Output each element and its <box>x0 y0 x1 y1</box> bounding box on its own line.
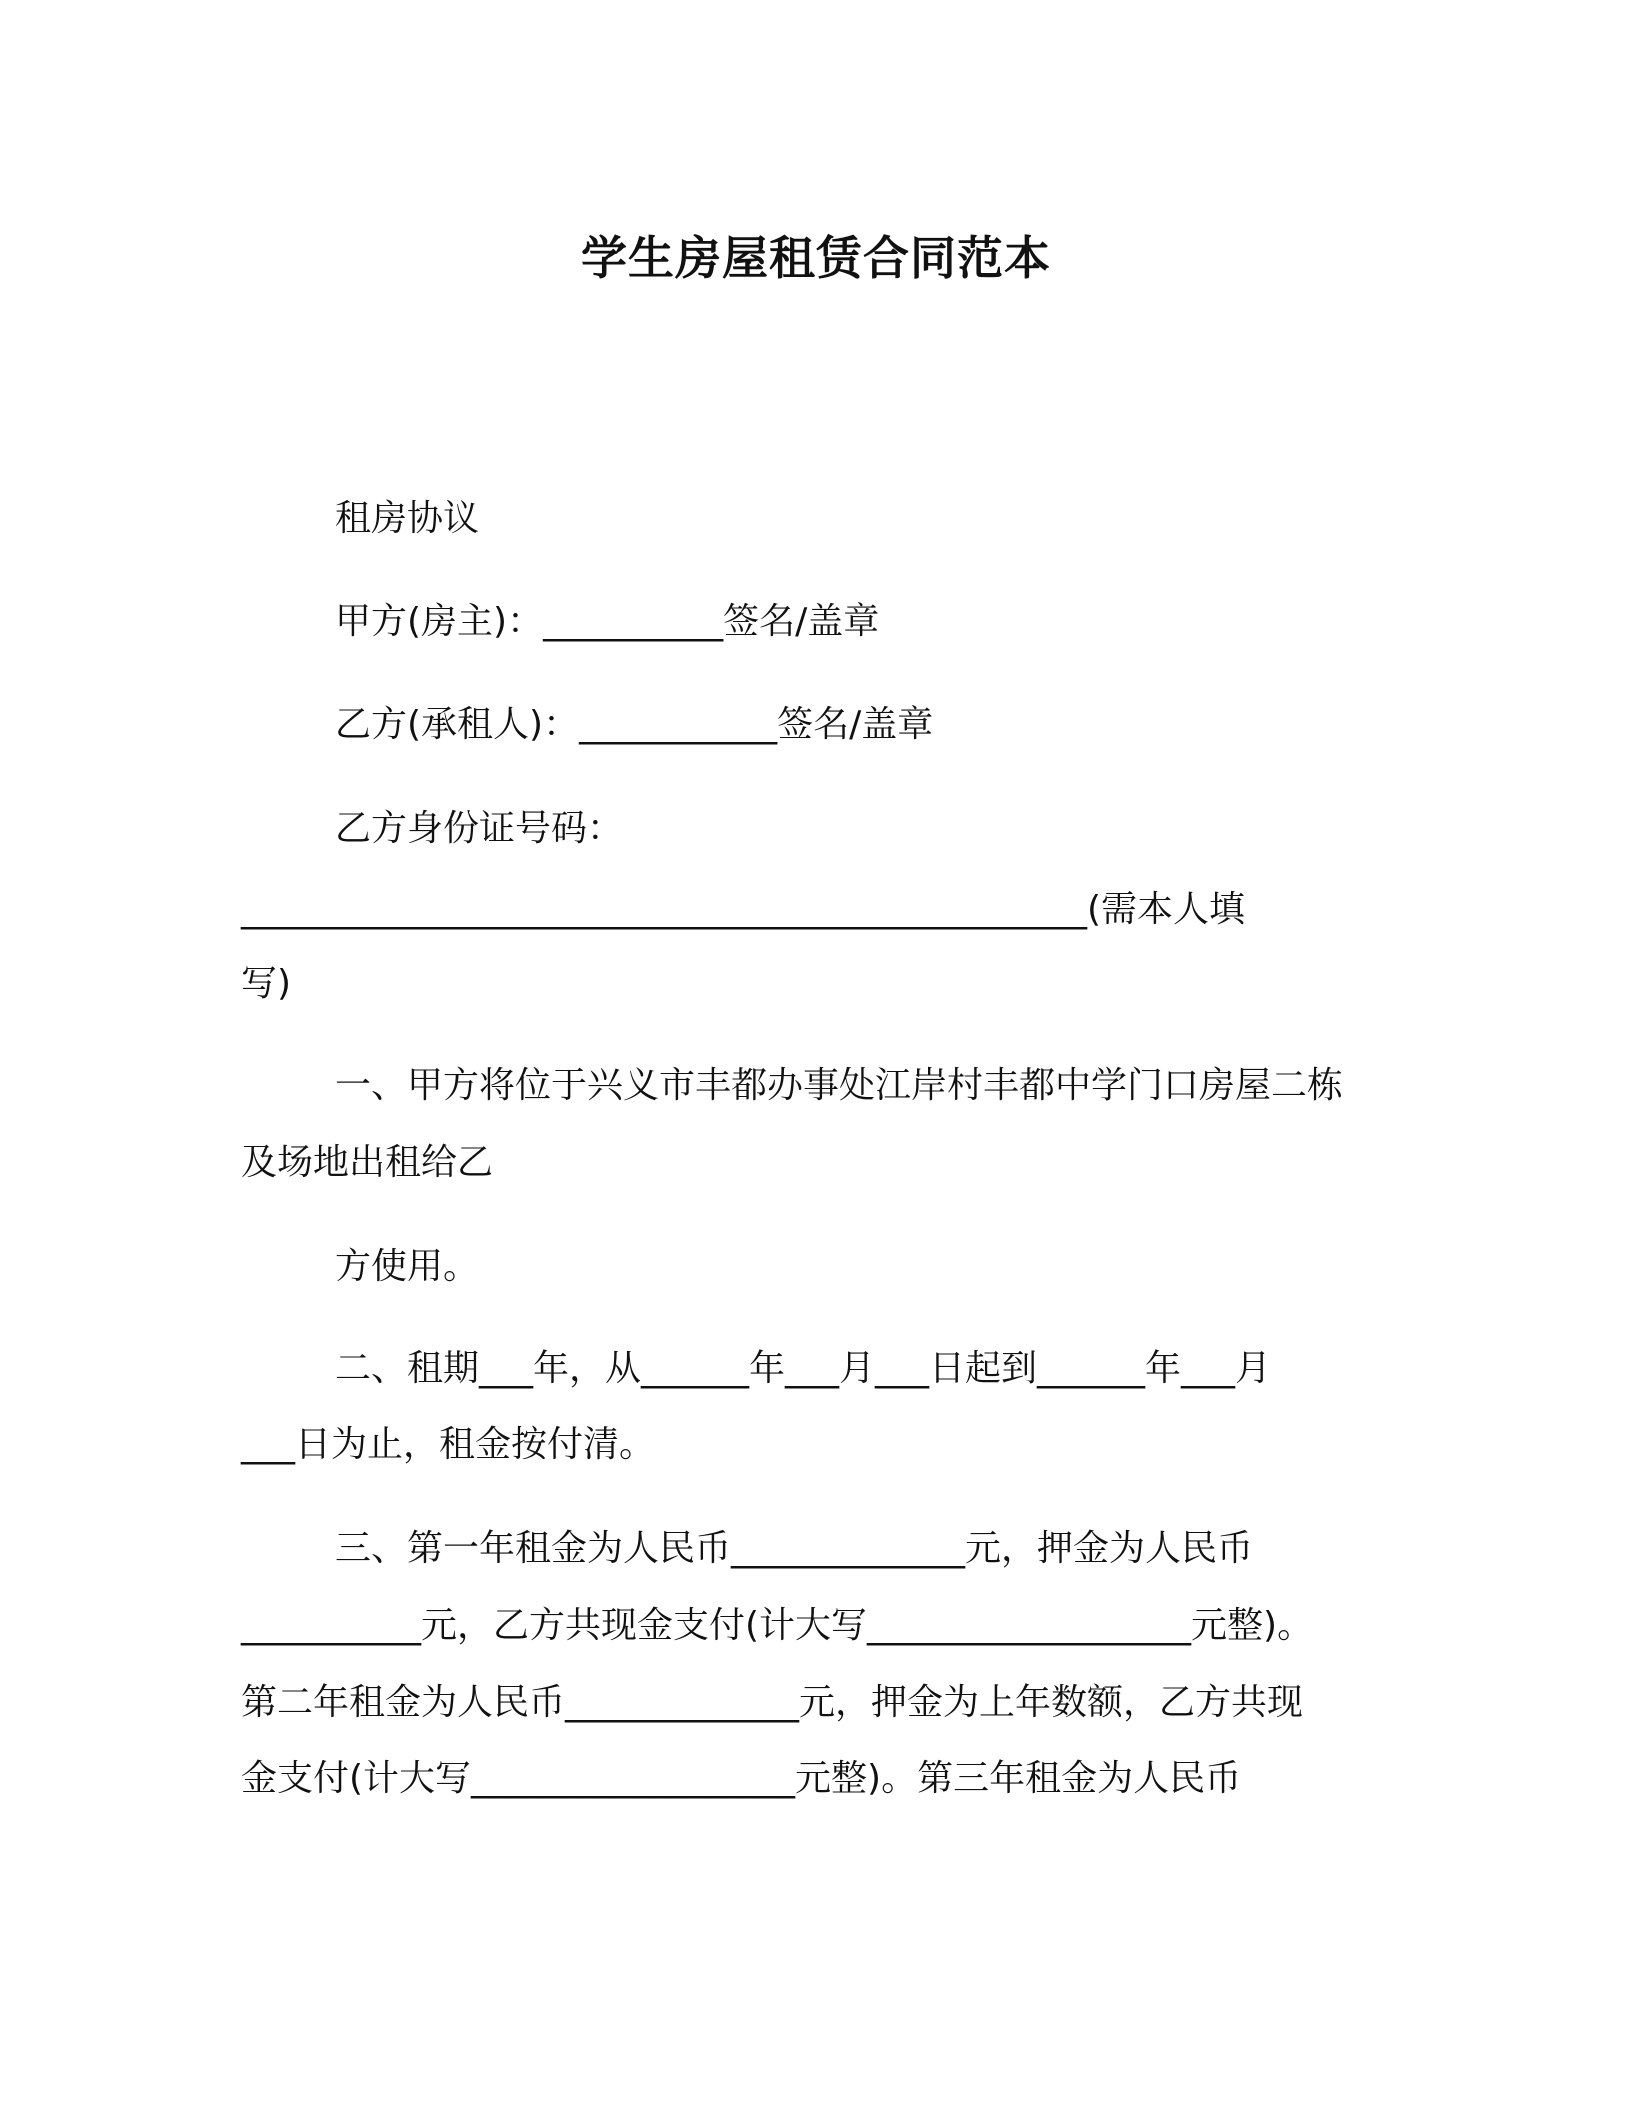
clause-1-line-2: 及场地出租给乙 <box>241 1142 494 1183</box>
clause-2-line-1: 二、租期___年，从______年___月___日起到______年___月 <box>335 1348 1272 1389</box>
party-a-line: 甲方(房主)：__________签名/盖章 <box>335 601 880 642</box>
party-b-id-label: 乙方身份证号码： <box>335 808 624 849</box>
clause-2-line-2: ___日为止，租金按付清。 <box>241 1424 656 1465</box>
clause-3-line-2: __________元，乙方共现金支付(计大写__________________元整)。 <box>241 1605 1314 1646</box>
clause-3-line-3: 第二年租金为人民币_____________元，押金为上年数额，乙方共现 <box>241 1682 1304 1723</box>
party-b-id-blank-cont: 写) <box>241 963 292 1004</box>
clause-3-line-1: 三、第一年租金为人民币_____________元，押金为人民币 <box>335 1528 1254 1569</box>
document-title: 学生房屋租赁合同范本 <box>581 231 1051 285</box>
heading-rental-agreement: 租房协议 <box>335 498 480 539</box>
clause-1-line-3: 方使用。 <box>335 1246 480 1287</box>
party-b-id-blank: _______________________________________________(需本人填 <box>241 889 1246 930</box>
clause-3-line-4: 金支付(计大写__________________元整)。第三年租金为人民币 <box>241 1758 1242 1799</box>
clause-1-line-1: 一、甲方将位于兴义市丰都办事处江岸村丰都中学门口房屋二栋 <box>335 1065 1344 1106</box>
party-b-line: 乙方(承租人)：___________签名/盖章 <box>335 704 934 745</box>
